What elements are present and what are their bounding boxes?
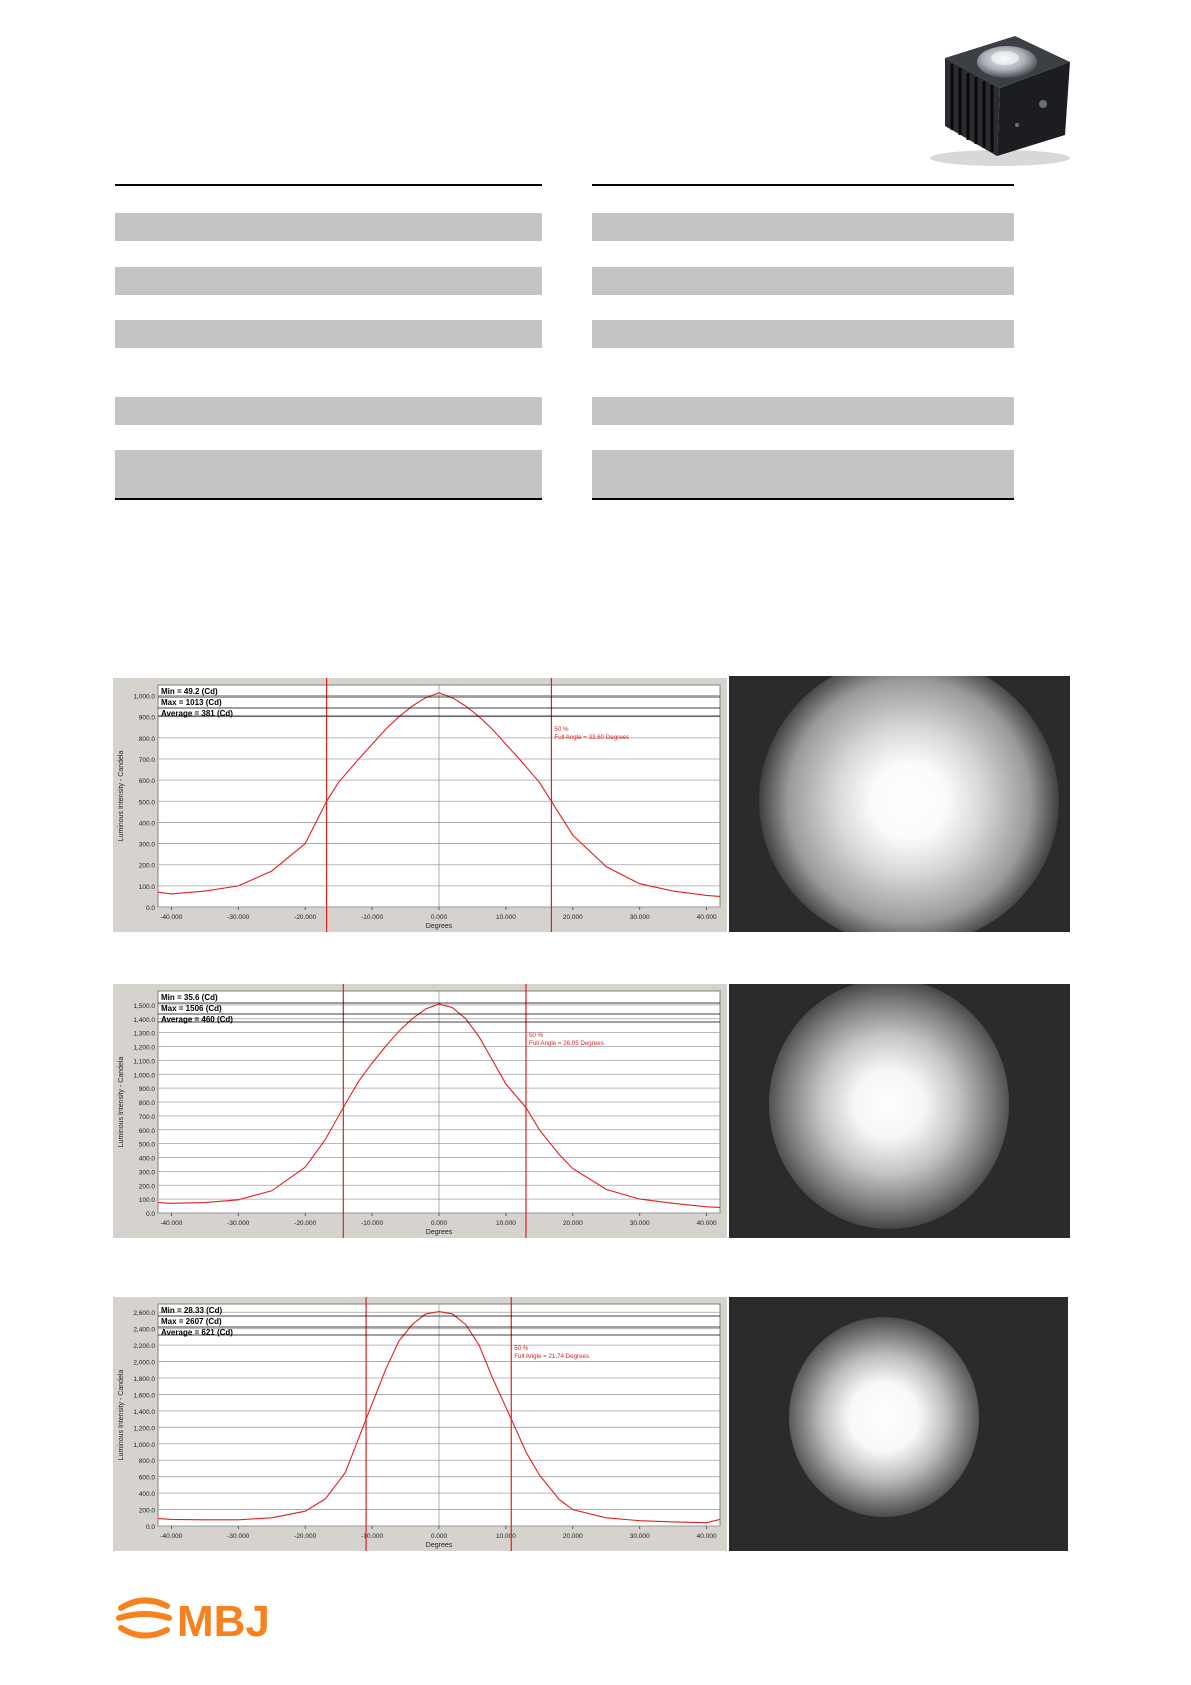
- y-tick-label: 100.0: [138, 883, 155, 891]
- x-tick-label: 40.000: [696, 1220, 717, 1227]
- stat-label: Average = 621 (Cd): [161, 1328, 233, 1337]
- y-tick-label: 900.0: [138, 1086, 155, 1094]
- stat-label: Min = 49.2 (Cd): [161, 687, 218, 696]
- y-tick-label: 200.0: [138, 1183, 155, 1191]
- y-tick-label: 1,100.0: [133, 1058, 155, 1066]
- table-bottom-rule: [115, 498, 542, 500]
- x-axis-label: Degrees: [425, 1542, 453, 1549]
- half-angle-annotation: Full Angle = 26.05 Degrees: [528, 1040, 604, 1047]
- table-row: [115, 213, 542, 241]
- stat-label: Min = 35.6 (Cd): [161, 993, 218, 1002]
- y-tick-label: 800.0: [138, 1100, 155, 1107]
- table-row: [592, 450, 1014, 500]
- y-tick-label: 1,000.0: [133, 693, 155, 701]
- table-top-rule: [592, 184, 1014, 186]
- table-row: [115, 397, 542, 425]
- x-tick-label: -40.000: [160, 1533, 183, 1540]
- intensity-chart-1: [113, 678, 727, 932]
- x-tick-label: 0.000: [430, 914, 448, 921]
- table-row: [592, 397, 1014, 425]
- beam-spot-image-2: [729, 984, 1070, 1238]
- stat-label: Max = 1013 (Cd): [161, 698, 222, 707]
- table-row: [592, 213, 1014, 241]
- y-tick-label: 900.0: [138, 714, 155, 722]
- y-tick-label: 0.0: [145, 1524, 155, 1531]
- beam-spot: [769, 984, 1009, 1229]
- stat-label: Average = 460 (Cd): [161, 1015, 233, 1024]
- y-tick-label: 1,400.0: [133, 1016, 155, 1024]
- stat-label: Min = 28.33 (Cd): [161, 1306, 223, 1315]
- table-row: [592, 320, 1014, 348]
- x-tick-label: 20.000: [562, 1533, 583, 1540]
- table-row: [115, 450, 542, 500]
- intensity-chart-3-svg: [113, 1297, 727, 1551]
- y-tick-label: 200.0: [138, 1507, 155, 1515]
- half-angle-annotation: 50 %: [514, 1345, 529, 1352]
- y-tick-label: 0.0: [145, 1211, 155, 1218]
- y-tick-label: 1,000.0: [133, 1441, 155, 1449]
- x-tick-label: -10.000: [361, 1220, 384, 1227]
- y-axis-label: Luminous Intensity - Candela: [118, 1369, 125, 1461]
- y-tick-label: 2,200.0: [133, 1343, 155, 1351]
- y-tick-label: 1,000.0: [133, 1072, 155, 1080]
- mbj-logo-text: MBJ: [177, 1597, 270, 1646]
- x-tick-label: -20.000: [294, 1533, 317, 1540]
- y-tick-label: 400.0: [138, 820, 155, 828]
- x-tick-label: -30.000: [227, 914, 250, 921]
- x-tick-label: -30.000: [227, 1220, 250, 1227]
- intensity-chart-2: [113, 984, 727, 1238]
- y-tick-label: 1,300.0: [133, 1030, 155, 1038]
- y-tick-label: 400.0: [138, 1155, 155, 1163]
- y-tick-label: 1,400.0: [133, 1408, 155, 1416]
- x-axis-label: Degrees: [425, 1229, 453, 1236]
- x-tick-label: 30.000: [629, 1533, 650, 1540]
- x-axis-label: Degrees: [425, 923, 453, 930]
- x-tick-label: 0.000: [430, 1533, 448, 1540]
- beam-spot: [789, 1317, 979, 1517]
- x-tick-label: 10.000: [495, 1220, 516, 1227]
- y-tick-label: 800.0: [138, 1458, 155, 1466]
- table-row: [115, 320, 542, 348]
- y-tick-label: 400.0: [138, 1491, 155, 1499]
- x-tick-label: -40.000: [160, 914, 183, 921]
- x-tick-label: 10.000: [495, 914, 516, 921]
- y-tick-label: 100.0: [138, 1197, 155, 1205]
- y-tick-label: 800.0: [138, 735, 155, 743]
- y-tick-label: 1,600.0: [133, 1392, 155, 1400]
- x-tick-label: -30.000: [227, 1533, 250, 1540]
- intensity-chart-3: [113, 1297, 727, 1551]
- x-tick-label: 40.000: [696, 914, 717, 921]
- y-tick-label: 0.0: [145, 905, 155, 912]
- beam-spot: [759, 676, 1059, 932]
- half-angle-annotation: 50 %: [554, 726, 569, 733]
- x-tick-label: 30.000: [629, 1220, 650, 1227]
- stat-label: Average = 381 (Cd): [161, 709, 233, 718]
- y-tick-label: 500.0: [138, 1141, 155, 1149]
- spec-table-left: [115, 184, 542, 500]
- stat-label: Max = 1506 (Cd): [161, 1004, 222, 1013]
- y-tick-label: 1,200.0: [133, 1425, 155, 1433]
- y-tick-label: 2,000.0: [133, 1359, 155, 1367]
- spec-table-right: [592, 184, 1014, 500]
- y-tick-label: 600.0: [138, 1127, 155, 1135]
- x-tick-label: 40.000: [696, 1533, 717, 1540]
- y-tick-label: 300.0: [138, 1169, 155, 1177]
- product-photo: [905, 30, 1085, 170]
- beam-spot-image-3: [729, 1297, 1068, 1551]
- mbj-swoosh-icon: [115, 1590, 305, 1646]
- x-tick-label: 20.000: [562, 914, 583, 921]
- x-tick-label: 0.000: [430, 1220, 448, 1227]
- x-tick-label: -10.000: [361, 1533, 384, 1540]
- y-tick-label: 1,800.0: [133, 1376, 155, 1383]
- y-tick-label: 600.0: [138, 1474, 155, 1482]
- mbj-logo: [115, 1590, 305, 1646]
- x-tick-label: 10.000: [495, 1533, 516, 1540]
- table-row: [115, 267, 542, 295]
- y-tick-label: 2,600.0: [133, 1310, 155, 1318]
- y-tick-label: 1,200.0: [133, 1044, 155, 1052]
- y-tick-label: 700.0: [138, 1113, 155, 1121]
- x-tick-label: -20.000: [294, 1220, 317, 1227]
- x-tick-label: 30.000: [629, 914, 650, 921]
- y-tick-label: 200.0: [138, 862, 155, 870]
- y-tick-label: 300.0: [138, 841, 155, 849]
- x-tick-label: -40.000: [160, 1220, 183, 1227]
- half-angle-annotation: Full Angle = 33.60 Degrees: [554, 734, 630, 741]
- x-tick-label: 20.000: [562, 1220, 583, 1227]
- y-axis-label: Luminous Intensity - Candela: [118, 1056, 125, 1148]
- table-bottom-rule: [592, 498, 1014, 500]
- y-tick-label: 500.0: [138, 799, 155, 807]
- half-angle-annotation: Full Angle = 21.74 Degrees: [514, 1353, 590, 1360]
- led-module-heatsink-icon: [905, 30, 1085, 170]
- y-axis-label: Luminous Intensity - Candela: [118, 750, 125, 842]
- intensity-chart-2-svg: [113, 984, 727, 1238]
- x-tick-label: -20.000: [294, 914, 317, 921]
- y-tick-label: 1,500.0: [133, 1002, 155, 1010]
- table-top-rule: [115, 184, 542, 186]
- y-tick-label: 600.0: [138, 778, 155, 786]
- x-tick-label: -10.000: [361, 914, 384, 921]
- table-row: [592, 267, 1014, 295]
- intensity-chart-1-svg: [113, 678, 727, 932]
- stat-label: Max = 2607 (Cd): [161, 1317, 222, 1326]
- half-angle-annotation: 50 %: [528, 1032, 544, 1039]
- beam-spot-image-1: [729, 676, 1070, 932]
- y-tick-label: 2,400.0: [133, 1326, 155, 1334]
- y-tick-label: 700.0: [138, 757, 155, 764]
